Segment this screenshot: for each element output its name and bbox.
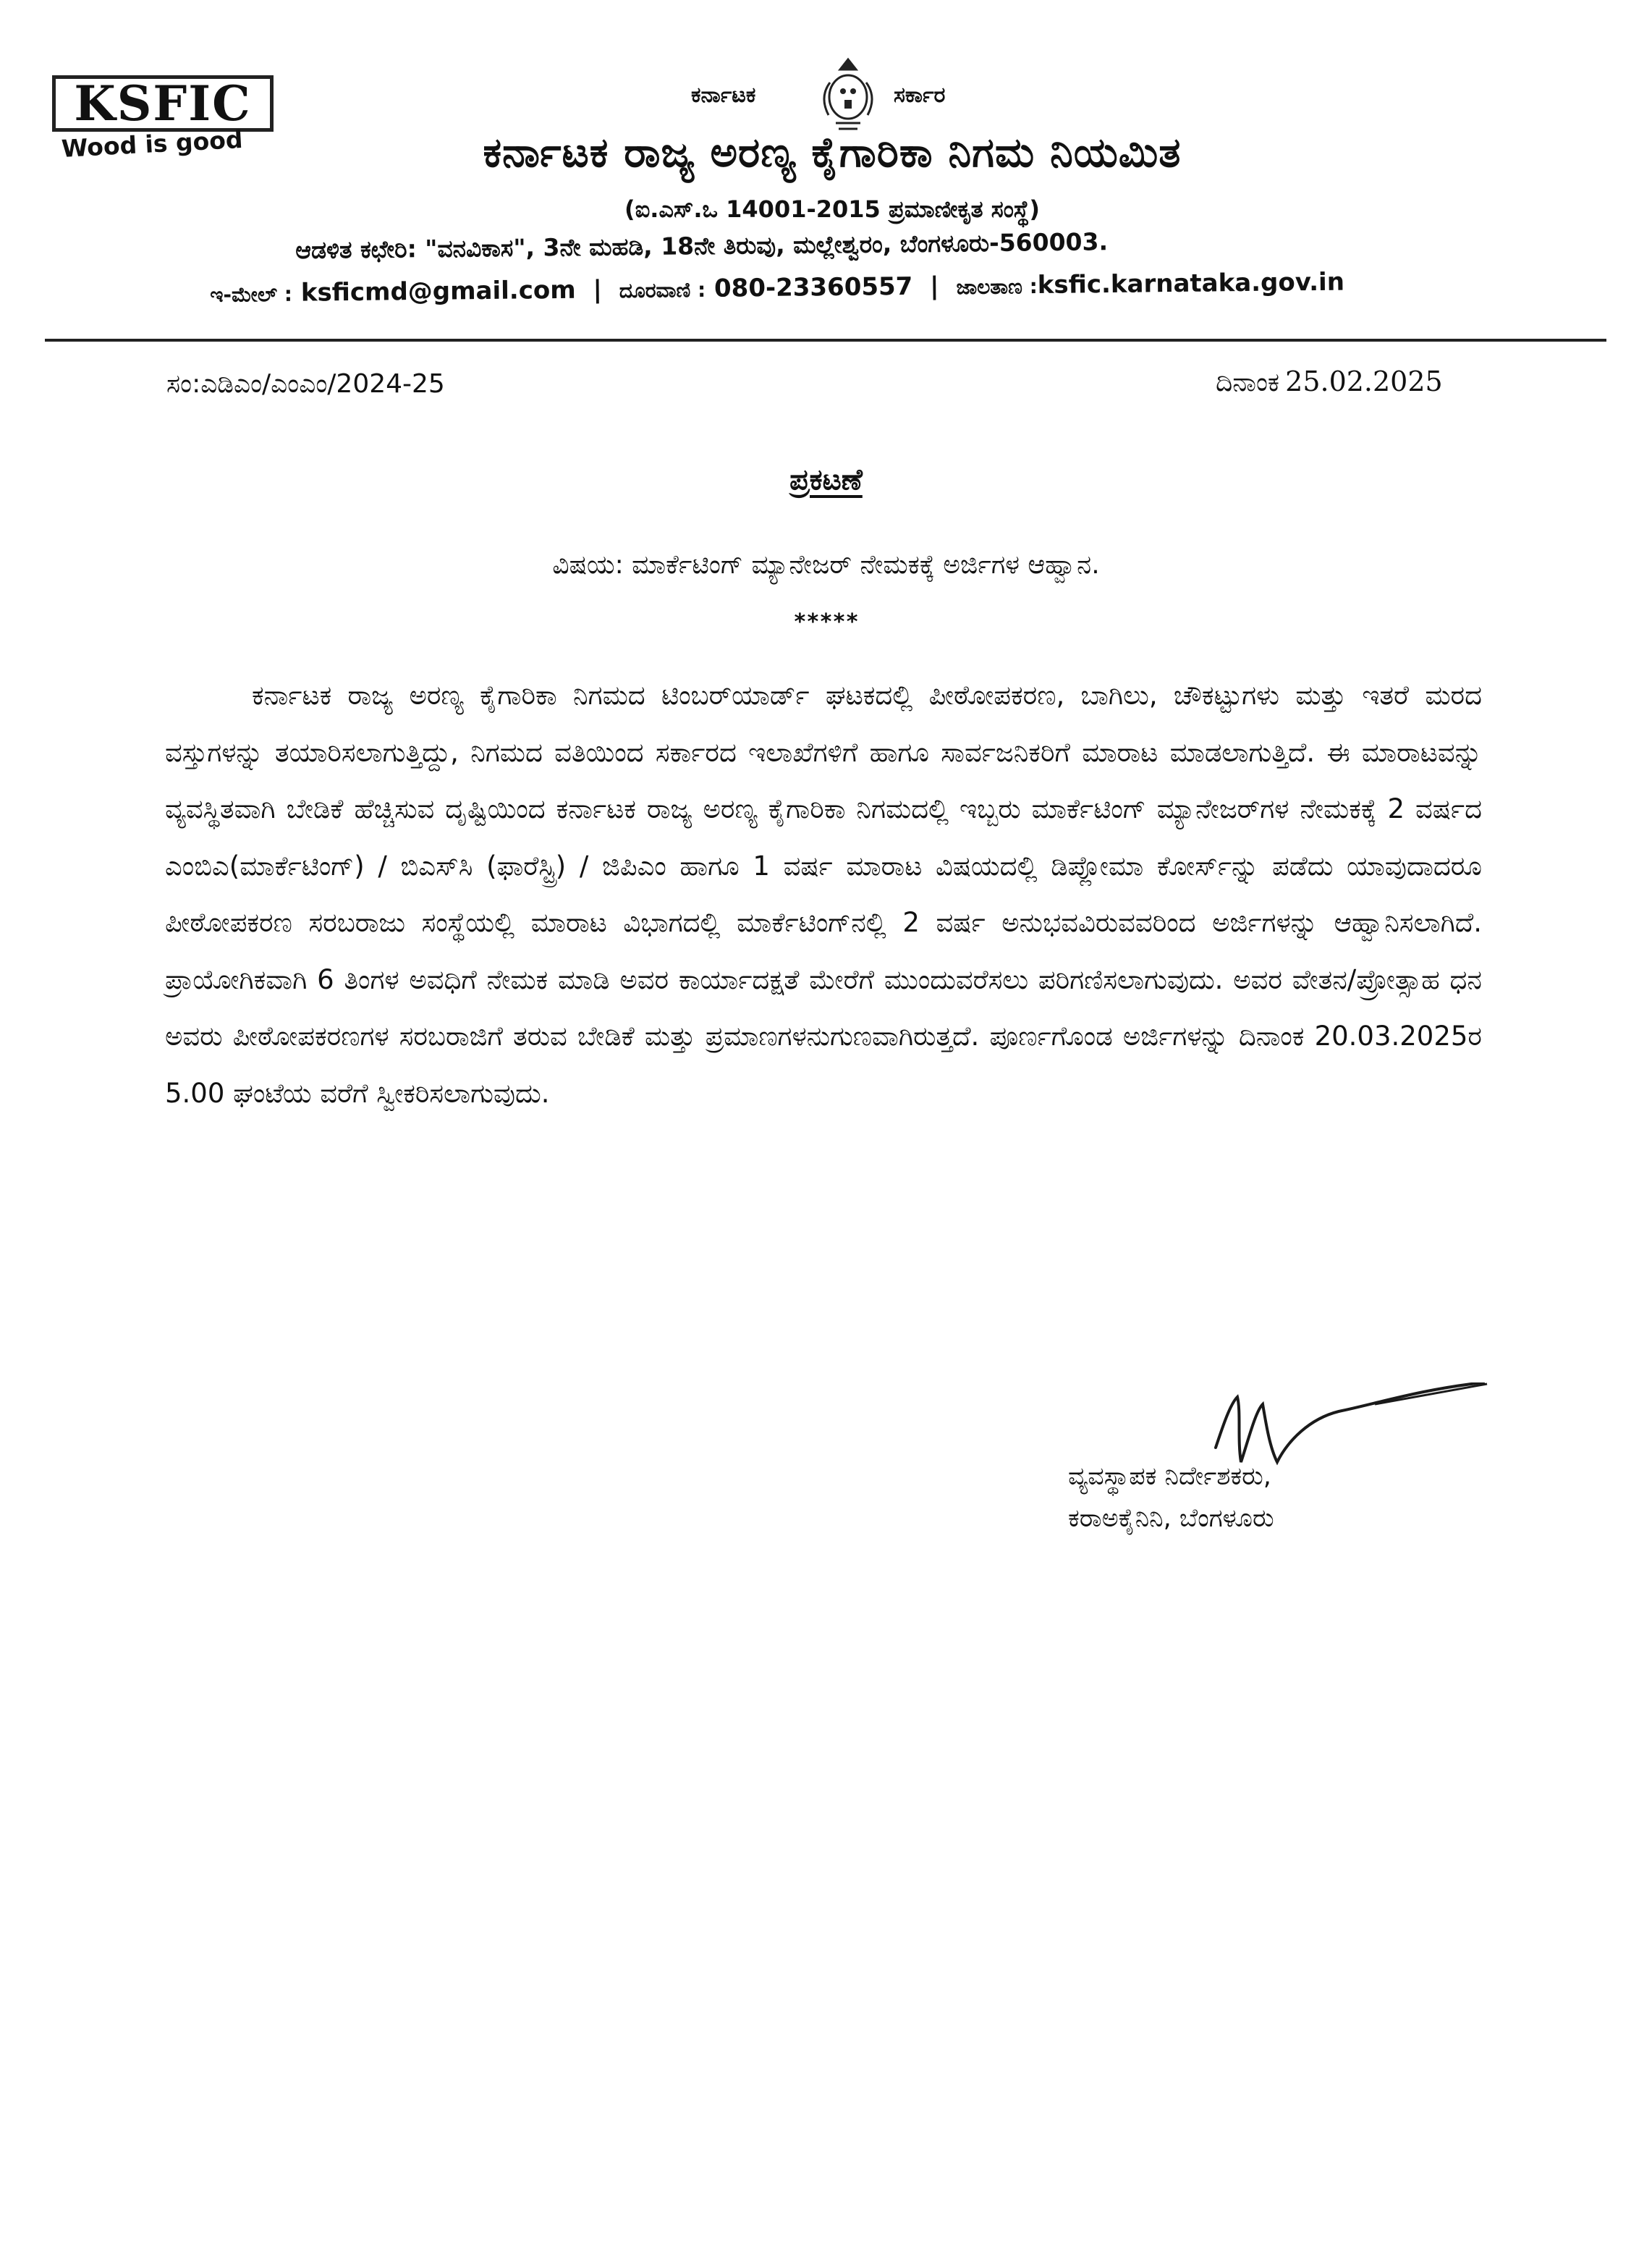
gov-right-text: ಸರ್ಕಾರ	[894, 83, 946, 108]
reference-number: ಸಂ:ಎಡಿಎಂ/ಎಂಎಂ/2024-25	[166, 369, 445, 399]
organization-name: ಕರ್ನಾಟಕ ರಾಜ್ಯ ಅರಣ್ಯ ಕೈಗಾರಿಕಾ ನಿಗಮ ನಿಯಮಿತ	[483, 129, 1182, 177]
logo-wordmark: KSFIC	[52, 75, 274, 132]
separator: |	[929, 271, 939, 301]
separator-stars: *****	[793, 609, 859, 635]
gov-left-text: ಕರ್ನಾಟಕ	[691, 83, 756, 108]
karnataka-emblem-icon	[808, 54, 888, 133]
contact-line	[210, 266, 1483, 308]
phone-value: 080-23360557	[713, 271, 913, 303]
office-address: ಆಡಳಿತ ಕಛೇರಿ: "ವನವಿಕಾಸ", 3ನೇ ಮಹಡಿ, 18ನೇ ತಿರುವು, ಮಲ್ಲೇಶ್ವರಂ, ಬೆಂಗಳೂರು-560003.	[295, 227, 1109, 264]
email-label: ಇ-ಮೇಲ್ :	[210, 282, 293, 307]
web-value: ksfic.karnataka.gov.in	[1037, 267, 1345, 300]
signatory-title: ವ್ಯವಸ್ಥಾಪಕ ನಿರ್ದೇಶಕರು,	[1068, 1462, 1271, 1491]
date-value: 25.02.2025	[1285, 366, 1443, 397]
logo-tagline: Wood is good	[61, 124, 244, 163]
web-label: ಜಾಲತಾಣ :	[956, 274, 1038, 300]
separator: |	[593, 275, 603, 305]
date-label: ದಿನಾಂಕ	[1216, 368, 1280, 397]
header-divider	[45, 339, 1606, 342]
signatory-office: ಕರಾಅಕೈನಿನಿ, ಬೆಂಗಳೂರು	[1068, 1504, 1274, 1533]
email-value: ksficmd@gmail.com	[300, 275, 576, 308]
notice-body: ಕರ್ನಾಟಕ ರಾಜ್ಯ ಅರಣ್ಯ ಕೈಗಾರಿಕಾ ನಿಗಮದ ಟಿಂಬರ್‌ಯಾರ್ಡ್ ಘಟಕದಲ್ಲಿ ಪೀಠೋಪಕರಣ, ಬಾಗಿಲು, ಚೌಕಟ್ಟುಗಳು ಮತ್ತು ಇತರೆ ಮರದ ವಸ್ತುಗಳನ್ನು ತಯಾರಿಸಲಾಗುತ್ತಿದ್ದು, ನಿಗಮದ ವತಿಯಿಂದ ಸರ್ಕಾರದ ಇಲಾಖೆಗಳಿಗೆ ಹಾಗೂ ಸಾರ್ವಜನಿಕರಿಗೆ ಮಾರಾಟ ಮಾಡಲಾಗುತ್ತಿದೆ. ಈ ಮಾರಾಟವನ್ನು ವ್ಯವಸ್ಥಿತವಾಗಿ ಬೇಡಿಕೆ ಹೆಚ್ಚಿಸುವ ದೃಷ್ಟಿಯಿಂದ ಕರ್ನಾಟಕ ರಾಜ್ಯ ಅರಣ್ಯ ಕೈಗಾರಿಕಾ ನಿಗಮದಲ್ಲಿ ಇಬ್ಬರು ಮಾರ್ಕೆಟಿಂಗ್ ಮ್ಯಾನೇಜರ್‌ಗಳ ನೇಮಕಕ್ಕೆ 2 ವರ್ಷದ ಎಂಬಿಎ(ಮಾರ್ಕೆಟಿಂಗ್) / ಬಿಎಸ್‌ಸಿ (ಫಾರೆಸ್ಟ್ರಿ) / ಜಿಪಿಎಂ ಹಾಗೂ 1 ವರ್ಷ ಮಾರಾಟ ವಿಷಯದಲ್ಲಿ ಡಿಪ್ಲೋಮಾ ಕೋರ್ಸ್‌ನ್ನು ಪಡೆದು ಯಾವುದಾದರೂ ಪೀಠೋಪಕರಣ ಸರಬರಾಜು ಸಂಸ್ಥೆಯಲ್ಲಿ ಮಾರಾಟ ವಿಭಾಗದಲ್ಲಿ ಮಾರ್ಕೆಟಿಂಗ್‌ನಲ್ಲಿ 2 ವರ್ಷ ಅನುಭವವಿರುವವರಿಂದ ಅರ್ಜಿಗಳನ್ನು ಆಹ್ವಾನಿಸಲಾಗಿದೆ. ಪ್ರಾಯೋಗಿಕವಾಗಿ 6 ತಿಂಗಳ ಅವಧಿಗೆ ನೇಮಕ ಮಾಡಿ ಅವರ ಕಾರ್ಯಾದಕ್ಷತೆ ಮೇರೆಗೆ ಮುಂದುವರೆಸಲು ಪರಿಗಣಿಸಲಾಗುವುದು. ಅವರ ವೇತನ/ಪ್ರೋತ್ಸಾಹ ಧನ ಅವರು ಪೀಠೋಪಕರಣಗಳ ಸರಬರಾಜಿಗೆ ತರುವ ಬೇಡಿಕೆ ಮತ್ತು ಪ್ರಮಾಣಗಳನುಗುಣವಾಗಿರುತ್ತದೆ. ಪೂರ್ಣಗೊಂಡ ಅರ್ಜಿಗಳನ್ನು ದಿನಾಂಕ 20.03.2025ರ 5.00 ಘಂಟೆಯ ವರೆಗೆ ಸ್ವೀಕರಿಸಲಾಗುವುದು.	[165, 680, 1482, 1109]
government-line	[691, 72, 995, 130]
ksfic-logo	[52, 75, 282, 161]
notice-heading	[0, 463, 1652, 497]
heading-text: ಪ್ರಕಟಣೆ	[789, 463, 863, 497]
phone-label: ದೂರವಾಣಿ :	[619, 277, 706, 303]
date-line	[1216, 366, 1443, 398]
subject-line: ವಿಷಯ: ಮಾರ್ಕೆಟಿಂಗ್ ಮ್ಯಾನೇಜರ್ ನೇಮಕಕ್ಕೆ ಅರ್ಜಿಗಳ ಆಹ್ವಾನ.	[552, 550, 1100, 580]
iso-certification: (ಐ.ಎಸ್.ಒ 14001-2015 ಪ್ರಮಾಣೀಕೃತ ಸಂಸ್ಥೆ)	[624, 195, 1041, 223]
